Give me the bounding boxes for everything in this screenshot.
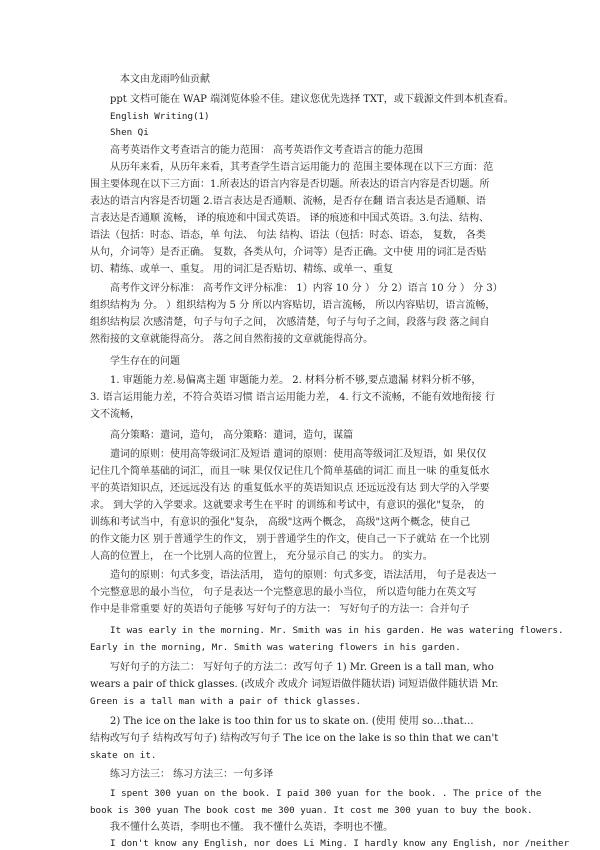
paragraph-line: 2) The ice on the lake is too thin for us to skate on. (使用 使用 so…that… — [110, 716, 474, 727]
paragraph-line: 言表达是否通顺 流畅， 译的痕迹和中国式英语。 译的痕迹和中国式英语。3.句法、结构、 — [90, 213, 490, 224]
paragraph-line: 语法（包括：时态、语态，单 句法、 句法 结构、语法（包括：时态、语态， 复数， 各类 — [90, 230, 486, 241]
paragraph-line: 1. 审题能力差.易偏离主题 审题能力差。 2. 材料分析不够,要点遗漏 材料分析不够， — [110, 375, 482, 386]
example-sentence: Green is a tall man with a pair of thick glasses. — [90, 696, 362, 707]
example-sentence: Early in the morning, Mr. Smith was watering flowers in his garden. — [90, 642, 461, 653]
paragraph-line: 高考作文评分标准： 高考作文评分标准： 1）内容 10 分 ） 分 2）语言 10 分 ） 分 3） — [110, 283, 503, 294]
section-heading: 练习方法三： 练习方法三：一句多译 — [110, 769, 274, 780]
paragraph-line: 造句的原则：句式多变，语法活用， 造句的原则：句式多变，语法活用， 句子是表达一 — [110, 570, 497, 581]
example-sentence: skate on it. — [90, 750, 157, 761]
example-sentence: I don't know any English, nor does Li Ming. I hardly know any English, nor /neither — [110, 838, 570, 849]
author-name: Shen Qi — [110, 127, 149, 138]
paragraph-line: wears a pair of thick glasses. (改成介 改成介 词短语做伴随状语) 词短语做伴随状语 Mr. — [90, 679, 499, 690]
paragraph-line: 遣词的原则：使用高等级词汇及短语 遣词的原则：使用高等级词汇及短语，如 果仅仅 — [110, 449, 487, 460]
paragraph-line: 记住几个简单基础的词汇，而且一味 果仅仅记住几个简单基础的词汇 而且一味 的重复低水 — [90, 466, 490, 477]
paragraph-line: 写好句子的方法二： 写好句子的方法二：改写句子 1) Mr. Green is a tall man, who — [110, 662, 494, 673]
paragraph-line: 3. 语言运用能力差，不符合英语习惯 语言运用能力差， 4. 行文不流畅，不能有效地衔接 行 — [90, 392, 495, 403]
example-sentence: book is 300 yuan The book cost me 300 yuan. It cost me 300 yuan to buy the book. — [90, 805, 533, 816]
section-heading: 学生存在的问题 — [110, 356, 180, 367]
example-sentence: I spent 300 yuan on the book. I paid 300 yuan for the book. . The price of the — [110, 788, 542, 799]
paragraph-line: 组织结构层 次感清楚，句子与句子之间， 次感清楚，句子与句子之间，段落与段 落之间自 — [90, 317, 490, 328]
paragraph-line: 训练和考试当中，有意识的强化"复杂， 高级"这两个概念， 高级"这两个概念，使自己 — [90, 517, 471, 528]
paragraph-line: 围主要体现在以下三方面：1.所表达的语言内容是否切题。所表达的语言内容是否切题。所 — [90, 179, 490, 190]
source-credit: 本文由龙雨吟仙贡献 — [120, 74, 210, 85]
paragraph-line: 然衔接的文章就能得高分。 落之间自然衔接的文章就能得高分。 — [90, 334, 374, 345]
section-heading: 高分策略：遣词，造句， 高分策略：遣词，造句，谋篇 — [110, 430, 354, 441]
paragraph-line: 文不流畅， — [90, 409, 140, 420]
paragraph-line: 表达的语言内容是否切题 2.语言表达是否通顺、流畅，是否存在翻 语言表达是否通顺、语 — [90, 196, 486, 207]
example-sentence: It was early in the morning. Mr. Smith was in his garden. He was watering flowers. — [110, 625, 564, 636]
paragraph-line: 切、精练、或单一、重复。 用的词汇是否贴切、精练、或单一、重复 — [90, 264, 394, 275]
paragraph-line: 平的英语知识点，还远远没有达 的重复低水平的英语知识点 还远远没有达 到大学的入学要 — [90, 483, 490, 494]
paragraph-line: 从历年来看，从历年来看，其考查学生语言运用能力的 范围主要体现在以下三方面：范 — [110, 162, 494, 173]
paragraph-line: 我不懂什么英语，李明也不懂。 我不懂什么英语，李明也不懂。 — [110, 822, 394, 833]
paragraph-line: 人高的位置上， 在一个比别人高的位置上， 充分显示自己 的实力。 的实力。 — [90, 551, 433, 562]
paragraph-line: 求。 到大学的入学要求。这就要求考生在平时 的训练和考试中，有意识的强化"复杂， 的 — [90, 500, 485, 511]
paragraph-line: 作中是非常重要 好的英语句子能够 写好句子的方法一： 写好句子的方法一：合并句子 — [90, 604, 470, 615]
section-heading: 高考英语作文考查语言的能力范围： 高考英语作文考查语言的能力范围 — [110, 145, 424, 156]
paragraph-line: 个完整意思的最小当位， 句子是表达一个完整意思的最小当位， 所以造句能力在英文写 — [90, 587, 477, 598]
wap-notice: ppt 文档可能在 WAP 端浏览体验不佳。建议您优先选择 TXT，或下载源文件到本机查看。 — [110, 94, 514, 105]
document-title: English Writing(1) — [110, 111, 210, 122]
paragraph-line: 从句，介词等）是否正确。 复数，各类从句，介词等）是否正确。文中使 用的词汇是否贴 — [90, 247, 487, 258]
paragraph-line: 的作文能力区 别于普通学生的作文， 别于普通学生的作文，使自己一下子就站 在一个比别 — [90, 534, 490, 545]
paragraph-line: 组织结构为 分。 ）组织结构为 5 分 所以内容贴切，语言流畅， 所以内容贴切，语言流畅， — [90, 300, 496, 311]
paragraph-line: 结构改写句子 结构改写句子) 结构改写句子 The ice on the lake is so thin that we can't — [90, 733, 499, 744]
